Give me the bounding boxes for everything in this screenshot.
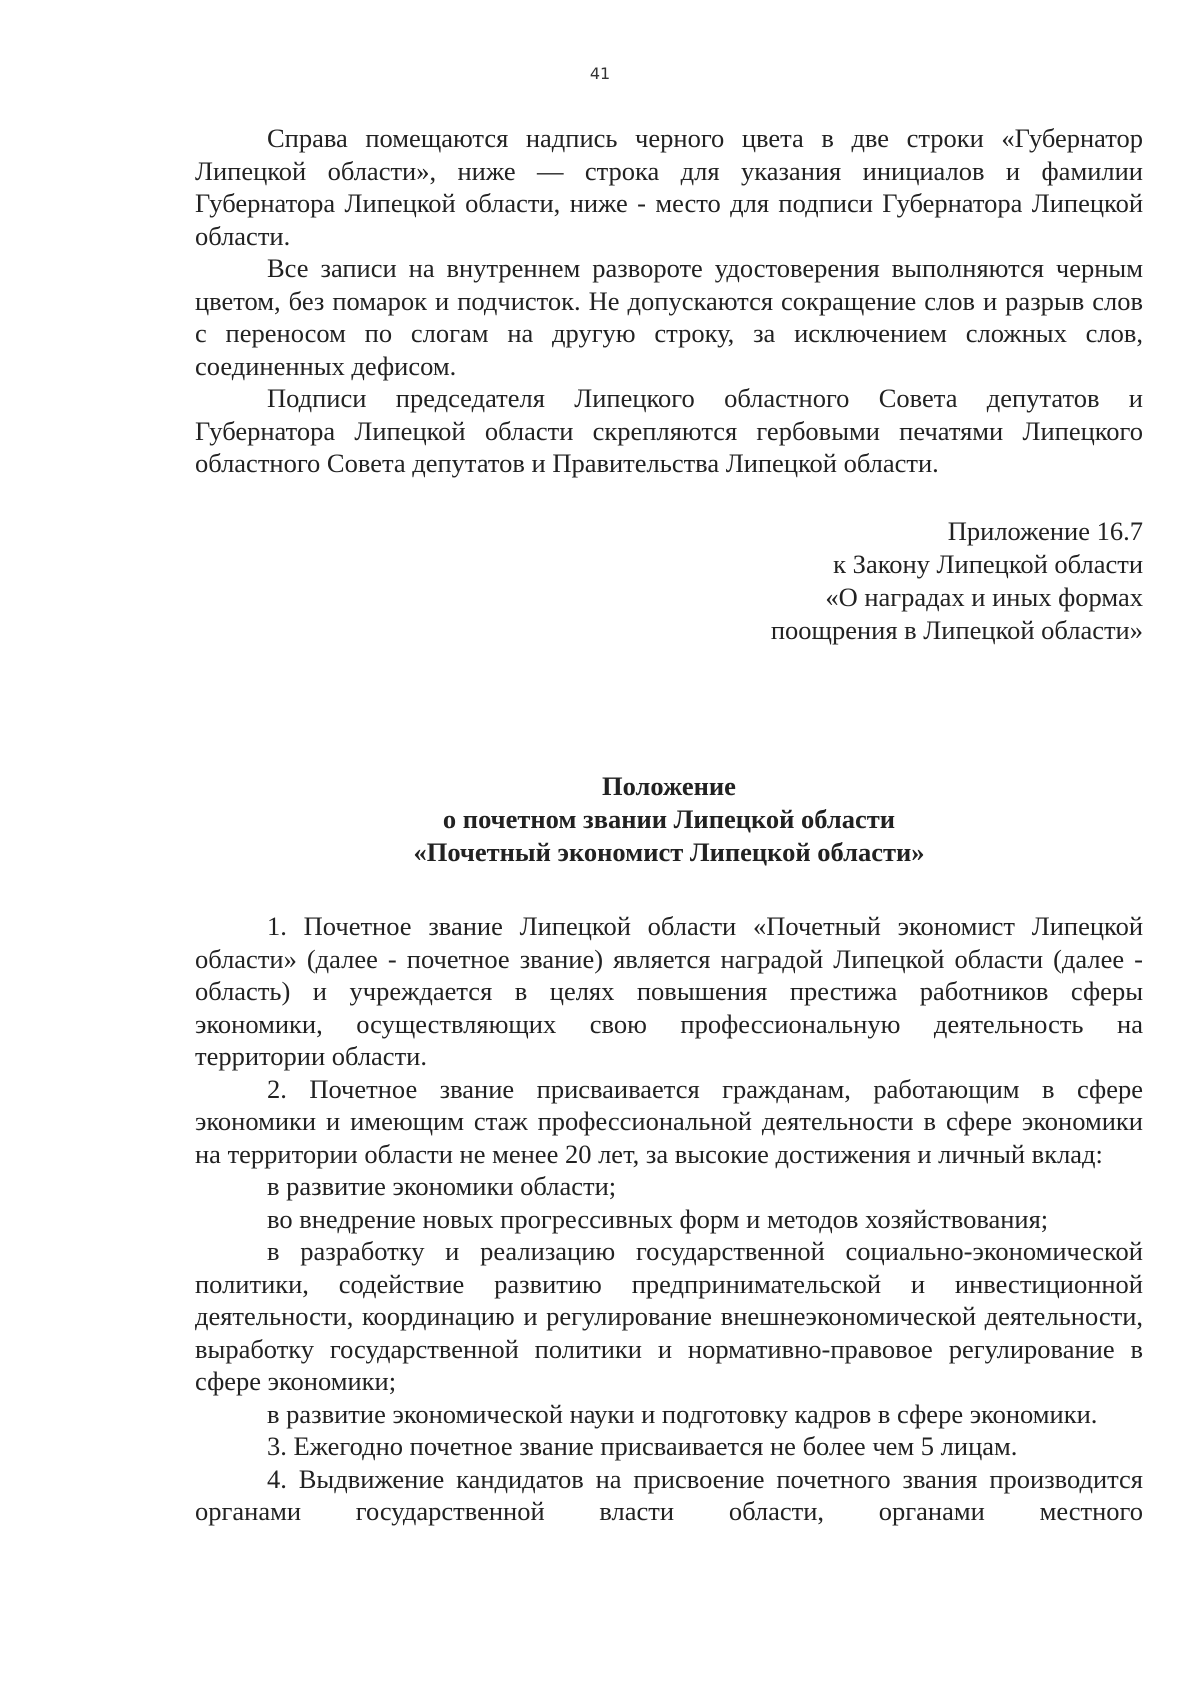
- paragraph-records-rules: Все записи на внутреннем развороте удостоверения выполняются черным цветом, без помарок и подчисток. Не допускаются сокращение слов и разрыв слов с переносом по слогам на другую строку, за исключением сложных слов, соединенных дефисом.: [195, 253, 1143, 381]
- appendix-reference: [600, 515, 1143, 647]
- appendix-line: поощрения в Липецкой области»: [770, 615, 1143, 645]
- paragraph-subitem: в развитие экономической науки и подготовку кадров в сфере экономики.: [267, 1398, 1098, 1429]
- paragraph-governor-signature: Справа помещаются надпись черного цвета в две строки «Губернатор Липецкой области», ниже — строка для указания инициалов и фамилии Губернатора Липецкой области, ниже - место для подписи Губернатора Липецкой области.: [195, 123, 1143, 251]
- page-number: 41: [589, 64, 611, 83]
- paragraph-subitem: в разработку и реализацию государственной социально-экономической политики, содействие развитию предпринимательской и инвестиционной деятельности, координацию и регулирование внешнеэкономической деятельности, выработку государственной политики и нормативно-правовое регулирование в сфере экономики;: [195, 1236, 1143, 1396]
- paragraph-subitem: в развитие экономики области;: [267, 1171, 617, 1201]
- paragraph-item-1: 1. Почетное звание Липецкой области «Почетный экономист Липецкой области» (далее - почетное звание) является наградой Липецкой области (далее - область) и учреждается в целях повышения престижа работников сферы экономики, осуществляющих свою профессиональную деятельность на территории области.: [195, 911, 1143, 1071]
- paragraph-item-2: 2. Почетное звание присваивается гражданам, работающим в сфере экономики и имеющим стаж профессиональной деятельности в сфере экономики на территории области не менее 20 лет, за высокие достижения и личный вклад:: [195, 1073, 1143, 1169]
- paragraph-seals: Подписи председателя Липецкого областного Совета депутатов и Губернатора Липецкой области скрепляются гербовыми печатями Липецкого областного Совета депутатов и Правительства Липецкой области.: [195, 383, 1143, 478]
- paragraph-subitem: во внедрение новых прогрессивных форм и методов хозяйствования;: [267, 1203, 1049, 1234]
- paragraph-item-4: 4. Выдвижение кандидатов на присвоение почетного звания производится органами государственной власти области, органами местного: [195, 1463, 1143, 1526]
- paragraph-item-3: 3. Ежегодно почетное звание присваивается не более чем 5 лицам.: [267, 1431, 1018, 1461]
- document-title: [195, 770, 1143, 869]
- appendix-line: к Закону Липецкой области: [833, 549, 1143, 579]
- appendix-line: Приложение 16.7: [947, 516, 1143, 546]
- document-intro-text: [195, 122, 1143, 480]
- appendix-line: «О наградах и иных формах: [825, 582, 1143, 612]
- title-line: «Почетный экономист Липецкой области»: [413, 837, 925, 867]
- regulation-body-text: [195, 910, 1143, 1528]
- title-line: Положение: [602, 771, 736, 801]
- title-line: о почетном звании Липецкой области: [442, 804, 896, 834]
